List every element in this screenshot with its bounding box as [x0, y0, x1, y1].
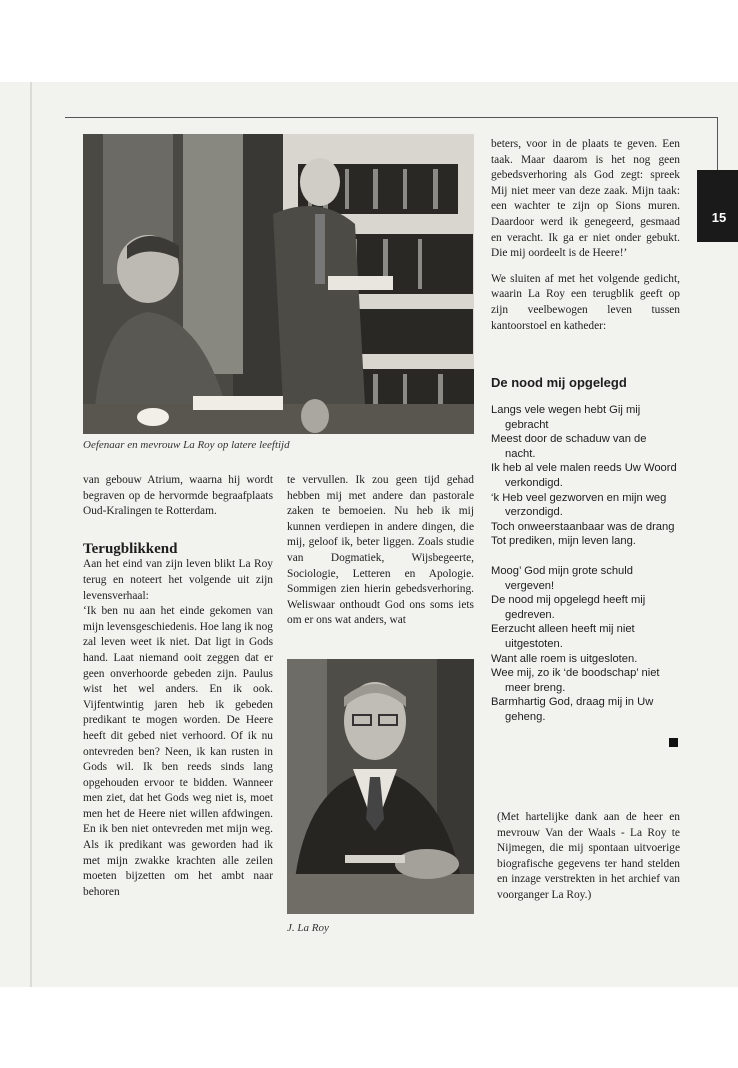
- top-photo-caption: Oefenaar en mevrouw La Roy op latere leeftijd: [83, 439, 290, 451]
- poem-line: Eerzucht alleen heeft mij niet uitgestoten.: [491, 623, 635, 650]
- page-number: 15: [711, 210, 727, 225]
- column-two-text: te vervullen. Ik zou geen tijd gehad hebben mij met andere dan pastorale zaken te bemoeien. Nu heb ik mij kunnen verdiepen in andere dingen, die mij, geloof ik, beter liggen. Zoals studie van Dogmatiek, Wijsbegeerte, Sociologie, Letteren en Apologie. Sommigen zien hierin gebedsverhoring. Weliswaar onthoudt God ons soms iets om er ons wat anders, wat: [287, 474, 474, 627]
- end-of-article-mark: [669, 733, 678, 751]
- portrait-illustration: [287, 659, 474, 914]
- poem-line: Toch onweerstaanbaar was de drang: [491, 520, 675, 533]
- binding-edge: [30, 82, 32, 987]
- poem-line: Moog’ God mijn grote schuld vergeven!: [491, 564, 633, 592]
- section-heading: Terugblikkend: [83, 540, 178, 557]
- column-three-para2: We sluiten af met het volgende gedicht, waarin La Roy een terugblik geeft op zijn veelbewogen leven tussen kantoorstoel en katheder:: [491, 272, 680, 332]
- top-rule: [65, 117, 718, 118]
- right-rule: [717, 117, 718, 177]
- poem-line: Langs vele wegen hebt Gij mij gebracht: [491, 404, 641, 431]
- poem-line: Tot prediken, mijn leven lang.: [491, 535, 636, 548]
- couple-photo-illustration: [83, 134, 474, 434]
- column-one-para1: Aan het eind van zijn leven blikt La Roy terug en noteert het volgende uit zijn levensverhaal:: [83, 558, 273, 602]
- column-one: [83, 473, 273, 900]
- column-three-para1: beters, voor in de plaats te geven. Een taak. Maar daarom is het nog geen gebedsverhoring als God zegt: spreek Mij niet meer van deze zaak. Mijn taak: een wachter te zijn op Sions muren. Daardoor werd ik genegeerd, gesmaad en veracht. Ik ga er niet onder gebukt. Die mij oordeelt is de Heere!’: [491, 138, 680, 260]
- column-one-para2: ‘Ik ben nu aan het einde gekomen van mijn levensgeschiedenis. Hoe lang ik nog zal leven weet ik niet. Dat ligt in Gods hand. Laat niemand ooit zeggen dat er geen onverhoorde gebeden zijn. Paulus wist het wel anders. En ik ook. Vijfentwintig jaren heb ik gebeden predikant te mogen worden. De Heere heeft dit gebed niet verhoord. Of ik nu ontevreden ben? Neen, ik kan rusten in Gods wil. Ik ben reeds sinds lang opgehouden ervoor te bidden. Wanneer men ziet, dat het Gods weg niet is, moet men het de Heere niet willen afdwingen. En ik ben niet ontevreden met mijn weg. Als ik predikant was geworden had ik met mijn zwakke krachten alle zeilen moeten bijzetten om het ambt naar behoren: [83, 605, 273, 898]
- couple-photo: [83, 134, 474, 434]
- column-three: [491, 137, 680, 334]
- poem-line: Want alle roem is uitgesloten.: [491, 652, 638, 665]
- acknowledgement: (Met hartelijke dank aan de heer en mevrouw Van der Waals - La Roy te Nijmegen, die mij spontaan uitvoerige biografische gegevens ter hand stelden en inzage verstrekten in het archief van voorganger La Roy.): [497, 811, 680, 901]
- poem-line: Wee mij, zo ik ‘de boodschap’ niet meer breng.: [491, 667, 660, 694]
- poem-line: De nood mij opgelegd heeft mij gedreven.: [491, 594, 646, 621]
- page-number-tab: [697, 170, 738, 242]
- poem-line: Ik heb al vele malen reeds Uw Woord verkondigd.: [491, 462, 677, 489]
- poem-line: Barmhartig God, draag mij in Uw geheng.: [491, 696, 654, 723]
- portrait-caption: J. La Roy: [287, 922, 329, 934]
- poem-title: De nood mij opgelegd: [491, 375, 627, 390]
- poem-line: ‘k Heb veel gezworven en mijn weg verzondigd.: [491, 491, 667, 519]
- poem: [491, 403, 680, 724]
- poem-line: Meest door de schaduw van de nacht.: [491, 433, 647, 460]
- column-two: [287, 473, 474, 629]
- column-one-intro: van gebouw Atrium, waarna hij wordt begraven op de hervormde begraafplaats Oud-Kralingen te Rotterdam.: [83, 474, 273, 518]
- portrait-photo: [287, 659, 474, 914]
